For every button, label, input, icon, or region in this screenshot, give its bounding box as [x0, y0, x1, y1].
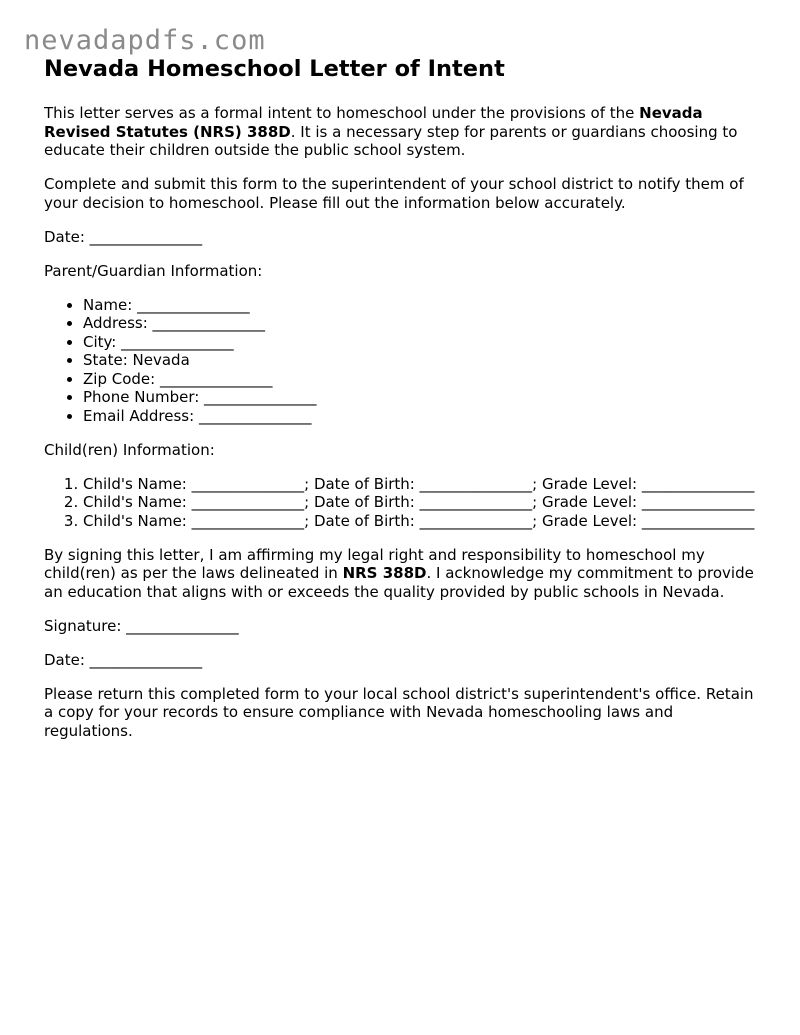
- child-entry-1[interactable]: 1. Child's Name: _______________; Date of Birth: _______________; Grade Level: _______________: [83, 475, 764, 494]
- signature-date-field[interactable]: Date: _______________: [44, 650, 203, 669]
- date-field[interactable]: Date: _______________: [44, 227, 203, 246]
- parent-info-list: [44, 296, 764, 426]
- parent-section-heading: Parent/Guardian Information:: [44, 261, 263, 280]
- affirmation-text-before: By signing this letter, I am affirming my legal right and responsibility to homeschool my child(ren) as per the laws delineated in: [44, 545, 705, 582]
- child-entry-2[interactable]: 2. Child's Name: _______________; Date of Birth: _______________; Grade Level: _______________: [83, 493, 764, 512]
- parent-email-field[interactable]: • Email Address: _______________: [83, 407, 764, 426]
- intro-text-before: This letter serves as a formal intent to homeschool under the provisions of the: [44, 104, 640, 122]
- children-section-heading: Child(ren) Information:: [44, 440, 215, 459]
- parent-phone-field[interactable]: • Phone Number: _______________: [83, 388, 764, 407]
- parent-state-field: • State: Nevada: [83, 351, 764, 370]
- children-info-list: [44, 475, 764, 531]
- page-title: Nevada Homeschool Letter of Intent: [44, 56, 505, 82]
- intro-paragraph: [44, 104, 764, 160]
- affirmation-paragraph: [44, 546, 764, 602]
- parent-city-field[interactable]: • City: _______________: [83, 333, 764, 352]
- parent-name-field[interactable]: • Name: _______________: [83, 296, 764, 315]
- affirmation-text-after: . I acknowledge my commitment to provide an education that aligns with or exceeds the quality provided by public schools in Nevada.: [44, 564, 754, 601]
- parent-address-field[interactable]: • Address: _______________: [83, 314, 764, 333]
- intro-text-after: . It is a necessary step for parents or guardians choosing to educate their children outside the public school system.: [44, 122, 738, 159]
- letter-body: [44, 54, 764, 740]
- intro-statute: Nevada Revised Statutes (NRS) 388D: [44, 104, 703, 141]
- affirmation-statute: NRS 388D: [342, 564, 427, 582]
- child-entry-3[interactable]: 3. Child's Name: _______________; Date of Birth: _______________; Grade Level: _______________: [83, 512, 764, 531]
- instructions-paragraph: Complete and submit this form to the superintendent of your school district to notify them of your decision to homeschool. Please fill out the information below accurately.: [44, 175, 744, 212]
- closing-paragraph: Please return this completed form to your local school district's superintendent's office. Retain a copy for your records to ensure compliance with Nevada homeschooling laws and regulations.: [44, 684, 754, 740]
- parent-zip-field[interactable]: • Zip Code: _______________: [83, 370, 764, 389]
- site-watermark: nevadapdfs.com: [24, 25, 266, 56]
- signature-field[interactable]: Signature: _______________: [44, 616, 239, 635]
